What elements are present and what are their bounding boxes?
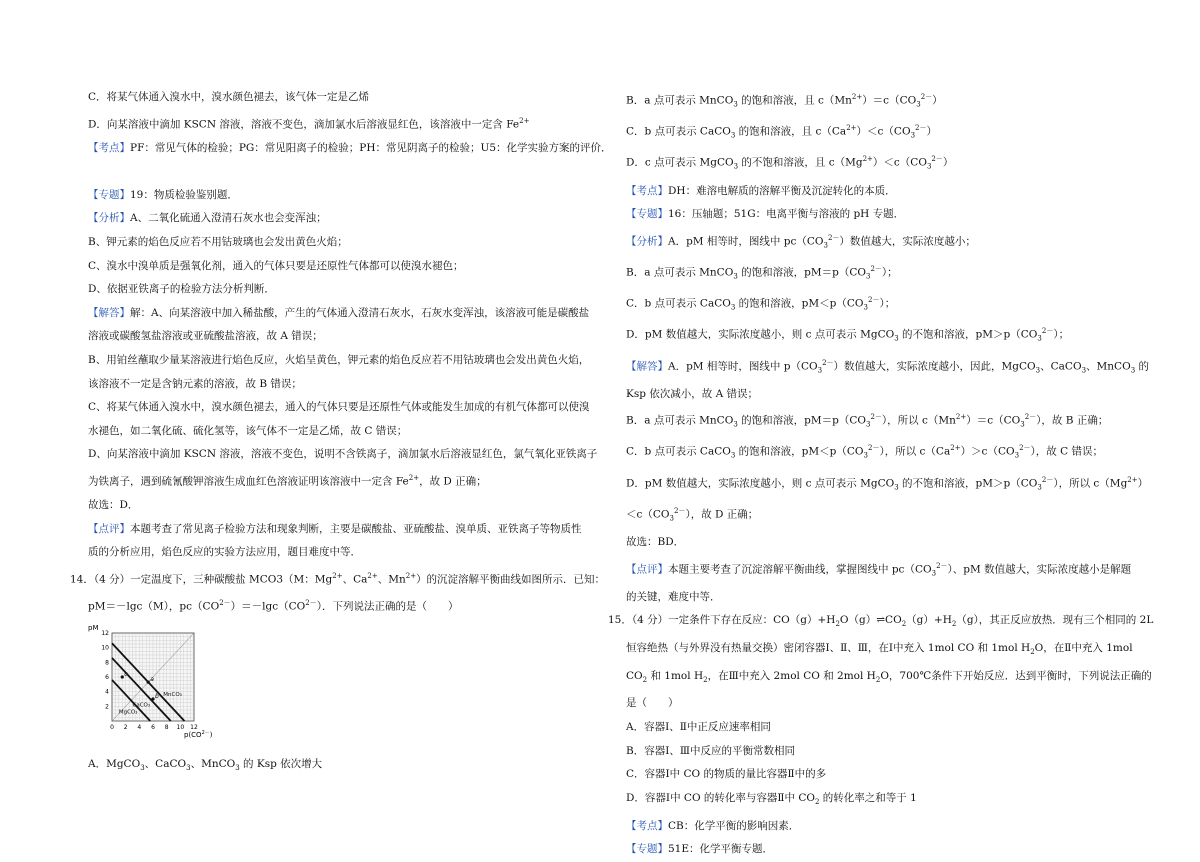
- dianping-line: 【点评】本题考查了常见离子检验方法和现象判断，主要是碳酸盐、亚硫酸盐、溴单质、亚铁离子等物质性: [88, 522, 582, 535]
- zhuanti-tag: 【专题】: [88, 188, 130, 201]
- kaodian-line-2: 【考点】DH：难溶电解质的溶解平衡及沉淀转化的本质．: [626, 184, 896, 197]
- jieda-c-2: C．b 点可表示 CaCO$_3$ 的饱和溶液，$pM<p(CO_3^{2-})$，所以 $c(Ca^{2+})>c(CO_3^{2-})$，故 C 错误；: [626, 444, 1103, 461]
- point-label: c: [124, 671, 128, 679]
- y-tick-label: 8: [105, 659, 109, 667]
- right-column: [608, 86, 1154, 862]
- q15-option-a: A．容器Ⅰ、Ⅱ中正反应速率相同: [626, 721, 771, 734]
- q14-option-b: B．a 点可表示 MnCO$_3$ 的饱和溶液，且 $c(Mn^{2+})=c(CO_3^{2-})$: [626, 93, 943, 109]
- jieda-d1: D、向某溶液中滴加 KSCN 溶液，溶液不变色，说明不含铁离子，滴加氯水后溶液显红色，氯气氧化亚铁离子: [88, 448, 598, 461]
- q15-stem-4: 是（ ）: [626, 697, 679, 710]
- jieda-b2: 该溶液不一定是含钠元素的溶液，故 B 错误；: [88, 377, 302, 390]
- fenxi-tag: 【分析】: [88, 212, 130, 225]
- x-tick-label: 4: [137, 724, 142, 732]
- series-label: MgCO₃: [118, 709, 138, 716]
- q15-stem-1: 15．（4 分）一定条件下存在反应：$CO(g)+H_2O(g)\rightleftharpoons CO_2(g)+H_2(g)$，其正反应放热．现有三个相同的 2L: [608, 614, 1154, 629]
- chart-xlabel: $p(CO^{2-})$: [184, 730, 213, 740]
- dianping-2: 质的分析应用，焰色反应的实验方法应用，题目难度中等．: [88, 546, 361, 559]
- jieda-line-2: 【解答】A．pM 相等时，图线中 $p(CO_3^{2-})$数值越大，实际浓度越小，因此，MgCO$_3$、CaCO$_3$、MnCO$_3$ 的: [626, 358, 1150, 375]
- dianping-2-2: 的关键，难度中等．: [626, 590, 721, 603]
- y-tick-label: 4: [105, 688, 109, 696]
- q14-stem-2: pM＝－lgc（M），$pc(CO^{2-})=-\lg c(CO^{2-})$．下列说法正确的是（ ）: [88, 598, 459, 613]
- q13-option-d: D．向某溶液中滴加 KSCN 溶液，溶液不变色，滴加氯水后溶液显红色，该溶液中一定含 $Fe^{2+}$: [88, 116, 530, 131]
- jieda-c2: 水褪色，如二氧化硫、硫化氢等，该气体不一定是乙烯，故 C 错误；: [88, 424, 408, 437]
- jieda-b1: B、用铂丝蘸取少量某溶液进行焰色反应，火焰呈黄色，钾元素的焰色反应若不用钴玻璃也会发出黄色火焰，: [88, 354, 590, 367]
- y-tick-label: 12: [101, 630, 109, 638]
- q14-option-d: D．c 点可表示 MgCO$_3$ 的不饱和溶液，且 $c(Mg^{2+})<c(CO_3^{2-})$: [626, 155, 954, 171]
- q15-stem-2: 恒容绝热（与外界没有热量交换）密闭容器Ⅰ、Ⅱ、Ⅲ，在Ⅰ中充入 1mol CO 和 1mol $H_2O$，在Ⅱ中充入 1mol: [626, 642, 1133, 657]
- y-tick-label: 10: [101, 644, 109, 652]
- fenxi-line: 【分析】A、二氧化硫通入澄清石灰水也会变浑浊；: [88, 212, 327, 225]
- kaodian-tag: 【考点】: [88, 141, 130, 154]
- x-tick-label: 10: [176, 724, 185, 732]
- q15-option-b: B．容器Ⅰ、Ⅲ中反应的平衡常数相同: [626, 744, 795, 757]
- point-label: a: [150, 676, 154, 684]
- q15-option-c: C．容器Ⅰ中 CO 的物质的量比容器Ⅱ中的多: [626, 768, 827, 781]
- answer-line: 故选：D．: [88, 499, 139, 512]
- left-column: [70, 86, 612, 780]
- x-tick-label: 8: [164, 724, 169, 732]
- fenxi-line-2: 【分析】A．pM 相等时，图线中 $pc(CO_3^{2-})$数值越大，实际浓度越小；: [626, 233, 976, 250]
- x-tick-label: 0: [110, 724, 114, 732]
- chart-ylabel: pM: [88, 624, 99, 633]
- q15-stem-3: $CO_2$ 和 1mol $H_2$，在Ⅲ中充入 2mol CO 和 2mol $H_2O$，700℃条件下开始反应．达到平衡时，下列说法正确的: [626, 669, 1152, 684]
- fenxi-d-2: D．pM 数值越大，实际浓度越小，则 c 点可表示 MgCO$_3$ 的不饱和溶液，$pM>p(CO_3^{2-})$；: [626, 327, 1070, 343]
- jieda-a2-2: Ksp 依次减小，故 A 错误；: [626, 387, 759, 400]
- jieda-tag: 【解答】: [88, 306, 130, 319]
- x-tick-label: 2: [123, 724, 128, 732]
- jieda-d-2b: $<c(CO_3^{2-})$，故 D 正确；: [626, 506, 759, 523]
- q15-option-d: D．容器Ⅰ中 CO 的转化率与容器Ⅱ中 $CO_2$ 的转化率之和等于 1: [626, 791, 917, 806]
- kaodian-line: 【考点】PF：常见气体的检验；PG：常见阳离子的检验；PH：常见阴离子的检验；U5：化学实验方案的评价．: [88, 141, 612, 154]
- x-tick-label: 6: [151, 724, 155, 732]
- dianping-line-2: 【点评】本题主要考查了沉淀溶解平衡曲线，掌握图线中 $pc(CO_3^{2-})$、pM 数值越大，实际浓度越小是解题: [626, 561, 1132, 578]
- fenxi-c-2: C．b 点可表示 CaCO$_3$ 的饱和溶液，$pM<p(CO_3^{2-})$；: [626, 296, 896, 312]
- zhuanti-line: 【专题】19：物质检验鉴别题．: [88, 188, 238, 201]
- q14-stem-1: 14．（4 分）一定温度下，三种碳酸盐 MCO3（M：$Mg^{2+}$、$Ca^{2+}$、$Mn^{2+}$）的沉淀溶解平衡曲线如图所示．已知：: [70, 571, 606, 586]
- zhuanti-line-2: 【专题】16：压轴题；51G：电离平衡与溶液的 pH 专题．: [626, 208, 905, 221]
- y-tick-label: 2: [105, 703, 109, 711]
- series-label: MnCO₃: [163, 692, 182, 699]
- q14-option-a: A．MgCO$_3$、CaCO$_3$、MnCO$_3$ 的 Ksp 依次增大: [88, 757, 323, 772]
- point-label: b: [155, 693, 159, 701]
- q13-option-c: C．将某气体通入溴水中，溴水颜色褪去，该气体一定是乙烯: [88, 91, 370, 103]
- x-tick-label: 12: [190, 724, 198, 732]
- jieda-c1: C、将某气体通入溴水中，溴水颜色褪去，通入的气体只要是还原性气体或能发生加成的有机气体都可以使溴: [88, 401, 590, 414]
- fenxi-b-2: B．a 点可表示 MnCO$_3$ 的饱和溶液，$pM=p(CO_3^{2-})$；: [626, 264, 898, 281]
- fenxi-d: D、依据亚铁离子的检验方法分析判断．: [88, 283, 275, 296]
- jieda-d2: 为铁离子，遇到硫氰酸钾溶液生成血红色溶液证明该溶液中一定含 $Fe^{2+}$，故 D 正确；: [88, 474, 487, 488]
- jieda-b-2: B．a 点可表示 MnCO$_3$ 的饱和溶液，$pM=p(CO_3^{2-})$，所以 $c(Mn^{2+})=c(CO_3^{2-})$，故 B 正确；: [626, 413, 1109, 429]
- jieda-line: 【解答】解：A、向某溶液中加入稀盐酸，产生的气体通入澄清石灰水，石灰水变浑浊，该溶液可能是碳酸盐: [88, 306, 590, 319]
- solubility-chart: [88, 621, 238, 741]
- series-label: CaCO₃: [132, 702, 151, 709]
- jieda-a2: 溶液或碳酸氢盐溶液或亚硫酸盐溶液，故 A 错误；: [88, 330, 323, 343]
- answer-line-2: 故选：BD．: [626, 536, 685, 549]
- dianping-tag: 【点评】: [88, 522, 130, 535]
- y-tick-label: 6: [105, 674, 109, 682]
- zhuanti-line-3: 【专题】51E：化学平衡专题．: [626, 843, 774, 856]
- q14-option-c: C．b 点可表示 CaCO$_3$ 的饱和溶液，且 $c(Ca^{2+})<c(CO_3^{2-})$: [626, 124, 937, 140]
- fenxi-b: B、钾元素的焰色反应若不用钴玻璃也会发出黄色火焰；: [88, 236, 348, 249]
- fenxi-c: C、溴水中溴单质是强氧化剂，通入的气体只要是还原性气体都可以使溴水褪色；: [88, 259, 464, 272]
- kaodian-line-3: 【考点】CB：化学平衡的影响因素．: [626, 819, 800, 832]
- jieda-d-2: D．pM 数值越大，实际浓度越小，则 c 点可表示 MgCO$_3$ 的不饱和溶液，$pM>p(CO_3^{2-})$，所以 $c(Mg^{2+})$: [626, 475, 1149, 492]
